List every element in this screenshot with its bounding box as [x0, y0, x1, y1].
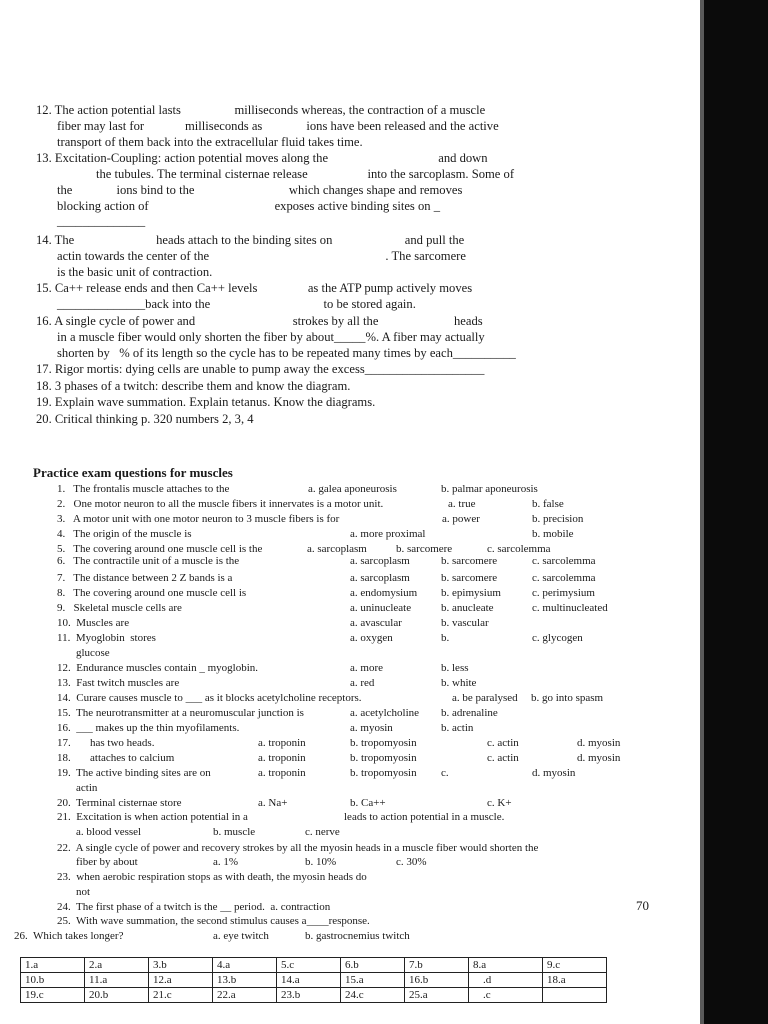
practice-text: 22. A single cycle of power and recovery strokes by all the myosin heads in a muscle fiber would shorten the [57, 842, 539, 854]
answer-key-cell: 14.a [277, 973, 341, 988]
practice-text: c. multinucleated [532, 602, 608, 614]
answer-key-cell: 19.c [21, 988, 85, 1003]
practice-text: 16. ___ makes up the thin myofilaments. [57, 722, 240, 734]
answer-key-cell: 6.b [341, 958, 405, 973]
practice-heading: Practice exam questions for muscles [33, 465, 233, 480]
practice-text: b. adrenaline [441, 707, 498, 719]
practice-text: a. oxygen [350, 632, 393, 644]
answer-key-cell: 24.c [341, 988, 405, 1003]
practice-text: d. myosin [577, 737, 621, 749]
answer-key-cell: 8.a [469, 958, 543, 973]
answer-key-cell: 20.b [85, 988, 149, 1003]
review-line: 16. A single cycle of power and strokes by all the heads [36, 314, 483, 328]
practice-text: leads to action potential in a muscle. [344, 811, 505, 823]
practice-text: b. sarcomere [441, 555, 498, 567]
practice-text: d. myosin [577, 752, 621, 764]
practice-text: b. actin [441, 722, 474, 734]
practice-text: 1. The frontalis muscle attaches to the [57, 483, 230, 495]
practice-text: c. sarcolemma [532, 555, 596, 567]
review-line: transport of them back into the extracellular fluid takes time. [57, 135, 363, 149]
practice-text: a. galea aponeurosis [308, 483, 397, 495]
answer-key-cell: 21.c [149, 988, 213, 1003]
review-line: 20. Critical thinking p. 320 numbers 2, 3, 4 [36, 412, 254, 426]
practice-text: glucose [76, 647, 110, 659]
practice-text: 21. Excitation is when action potential in a [57, 811, 248, 823]
practice-text: 15. The neurotransmitter at a neuromuscular junction is [57, 707, 304, 719]
practice-text: c. [441, 767, 449, 779]
review-line: blocking action of exposes active binding sites on _ [57, 199, 441, 213]
practice-text: 3. A motor unit with one motor neuron to 3 muscle fibers is for [57, 513, 340, 525]
practice-text: 10. Muscles are [57, 617, 130, 629]
review-line: the tubules. The terminal cisternae release into the sarcoplasm. Some of [96, 167, 515, 181]
answer-key-cell [543, 988, 607, 1003]
practice-text: 5. The covering around one muscle cell is the [57, 543, 263, 555]
review-line: actin towards the center of the . The sarcomere [57, 249, 466, 263]
practice-text: 18. attaches to calcium [57, 752, 175, 764]
practice-text: c. glycogen [532, 632, 583, 644]
practice-text: not [76, 886, 91, 898]
review-line: shorten by % of its length so the cycle has to be repeated many times by each__________ [57, 346, 516, 360]
practice-text: a. acetylcholine [350, 707, 420, 719]
review-line: 14. The heads attach to the binding sites on and pull the [36, 233, 465, 247]
practice-text: a. true [448, 498, 476, 510]
answer-key-row [21, 988, 607, 1003]
practice-text: a. myosin [350, 722, 393, 734]
practice-text: b. vascular [441, 617, 489, 629]
practice-text: b. false [532, 498, 564, 510]
practice-text: 25. With wave summation, the second stimulus causes a____response. [57, 915, 370, 927]
review-line: 18. 3 phases of a twitch: describe them and know the diagram. [36, 379, 351, 393]
practice-text: a. red [350, 677, 375, 689]
answer-key-row [21, 973, 607, 988]
practice-text: 11. Myoglobin stores [57, 632, 156, 644]
review-line: in a muscle fiber would only shorten the fiber by about_____%. A fiber may actually [57, 330, 485, 344]
practice-text: 2. One motor neuron to all the muscle fibers it innervates is a motor unit. [57, 498, 384, 510]
practice-text: b. [441, 632, 450, 644]
answer-key-cell: 16.b [405, 973, 469, 988]
practice-text: 12. Endurance muscles contain _ myoglobin. [57, 662, 259, 674]
practice-text: a. eye twitch [213, 930, 269, 942]
practice-text: c. perimysium [532, 587, 595, 599]
practice-text: b. anucleate [441, 602, 494, 614]
practice-text: a. sarcoplasm [307, 543, 367, 555]
answer-key-cell: 9.c [543, 958, 607, 973]
practice-text: 19. The active binding sites are on [57, 767, 211, 779]
practice-text: a. troponin [258, 737, 306, 749]
answer-key-cell: 25.a [405, 988, 469, 1003]
answer-key-table [20, 957, 607, 1003]
practice-text: a. uninucleate [350, 602, 412, 614]
review-line: 17. Rigor mortis: dying cells are unable to pump away the excess___________________ [36, 362, 485, 376]
answer-key-cell: 13.b [213, 973, 277, 988]
practice-text: 17. has two heads. [57, 737, 155, 749]
practice-text: a. more proximal [350, 528, 426, 540]
review-line: 12. The action potential lasts milliseconds whereas, the contraction of a muscle [36, 103, 486, 117]
review-line: 13. Excitation-Coupling: action potential moves along the and down [36, 151, 488, 165]
practice-text: 23. when aerobic respiration stops as with death, the myosin heads do [57, 871, 367, 883]
practice-text: b. 10% [305, 856, 337, 868]
answer-key-cell: 18.a [543, 973, 607, 988]
practice-text: a. troponin [258, 752, 306, 764]
practice-text: a. power [442, 513, 480, 525]
practice-text: 4. The origin of the muscle is [57, 528, 192, 540]
review-line: 19. Explain wave summation. Explain tetanus. Know the diagrams. [36, 395, 376, 409]
practice-text: b. go into spasm [531, 692, 604, 704]
practice-text: a. sarcoplasm [350, 572, 410, 584]
practice-text: actin [76, 782, 98, 794]
practice-text: a. Na+ [258, 797, 288, 809]
practice-text: 13. Fast twitch muscles are [57, 677, 180, 689]
practice-text: b. less [441, 662, 469, 674]
answer-key-cell: 1.a [21, 958, 85, 973]
review-line: ______________ [57, 214, 146, 228]
practice-text: 14. Curare causes muscle to ___ as it blocks acetylcholine receptors. [57, 692, 362, 704]
answer-key-cell: .c [469, 988, 543, 1003]
page-number: 70 [636, 898, 649, 913]
practice-text: b. muscle [213, 826, 256, 838]
practice-text: a. sarcoplasm [350, 555, 410, 567]
practice-text: 8. The covering around one muscle cell is [57, 587, 247, 599]
practice-text: b. white [441, 677, 477, 689]
practice-text: 9. Skeletal muscle cells are [57, 602, 182, 614]
practice-text: a. avascular [350, 617, 402, 629]
practice-text: fiber by about [76, 856, 138, 868]
practice-text: d. myosin [532, 767, 576, 779]
practice-text: a. endomysium [350, 587, 418, 599]
practice-text: 24. The first phase of a twitch is the __ period. a. contraction [57, 901, 331, 913]
practice-text: 6. The contractile unit of a muscle is the [57, 555, 240, 567]
practice-text: 26. Which takes longer? [14, 930, 124, 942]
review-line: 15. Ca++ release ends and then Ca++ levels as the ATP pump actively moves [36, 281, 473, 295]
practice-text: c. actin [487, 737, 519, 749]
answer-key-cell: 5.c [277, 958, 341, 973]
practice-text: c. sarcolemma [532, 572, 596, 584]
practice-text: a. troponin [258, 767, 306, 779]
practice-text: b. mobile [532, 528, 574, 540]
practice-text: 7. The distance between 2 Z bands is a [57, 572, 233, 584]
answer-key-cell: 12.a [149, 973, 213, 988]
answer-key-cell: 22.a [213, 988, 277, 1003]
answer-key-cell: 7.b [405, 958, 469, 973]
answer-key-cell: 15.a [341, 973, 405, 988]
practice-text: b. sarcomere [441, 572, 498, 584]
practice-text: b. tropomyosin [350, 737, 417, 749]
practice-text: a. 1% [213, 856, 239, 868]
practice-text: 20. Terminal cisternae store [57, 797, 182, 809]
review-line: ______________back into the to be stored again. [57, 297, 416, 311]
answer-key-cell: 23.b [277, 988, 341, 1003]
answer-key-cell: 2.a [85, 958, 149, 973]
practice-text: c. 30% [396, 856, 427, 868]
scan-edge-black [704, 0, 768, 1024]
review-line: the ions bind to the which changes shape and removes [57, 183, 463, 197]
practice-text: c. K+ [487, 797, 512, 809]
practice-text: b. gastrocnemius twitch [305, 930, 410, 942]
practice-text: c. sarcolemma [487, 543, 551, 555]
review-line: fiber may last for milliseconds as ions have been released and the active [57, 119, 499, 133]
answer-key-cell: 10.b [21, 973, 85, 988]
practice-text: b. palmar aponeurosis [441, 483, 538, 495]
practice-text: a. blood vessel [76, 826, 142, 838]
practice-text: a. be paralysed [452, 692, 518, 704]
answer-key-cell: .d [469, 973, 543, 988]
practice-text: a. more [350, 662, 383, 674]
practice-text: b. precision [532, 513, 584, 525]
practice-text: c. actin [487, 752, 519, 764]
practice-text: b. epimysium [441, 587, 501, 599]
practice-text: b. tropomyosin [350, 767, 417, 779]
practice-text: b. sarcomere [396, 543, 453, 555]
practice-text: b. Ca++ [350, 797, 386, 809]
answer-key-cell: 11.a [85, 973, 149, 988]
practice-text: b. tropomyosin [350, 752, 417, 764]
answer-key-cell: 3.b [149, 958, 213, 973]
answer-key-cell: 4.a [213, 958, 277, 973]
answer-key-row [21, 958, 607, 973]
review-line: is the basic unit of contraction. [57, 265, 213, 279]
practice-text: c. nerve [305, 826, 340, 838]
